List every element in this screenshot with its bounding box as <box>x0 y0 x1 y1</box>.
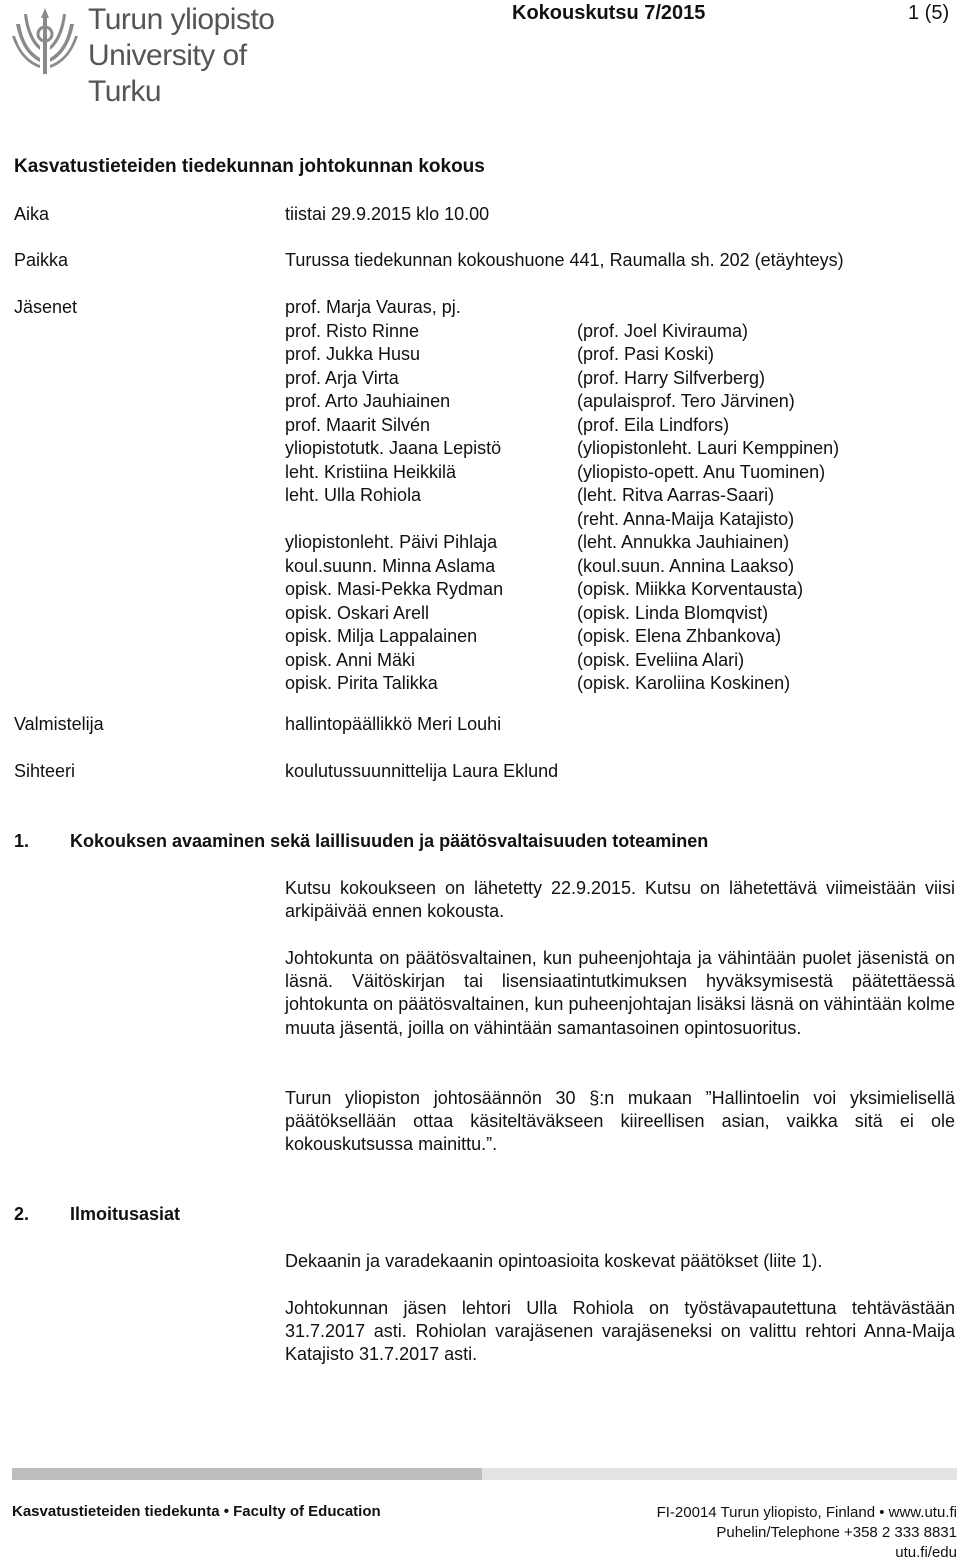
valmistelija-value: hallintopäällikkö Meri Louhi <box>285 714 502 734</box>
member-name: opisk. Oskari Arell <box>285 602 430 623</box>
page-number: 1 (5) <box>908 2 950 24</box>
footer-faculty: Kasvatustieteiden tiedekunta • Faculty of Education <box>12 1503 381 1520</box>
paikka-value: Turussa tiedekunnan kokoushuone 441, Raumalla sh. 202 (etäyhteys) <box>285 250 844 270</box>
member-row <box>0 343 960 367</box>
member-row <box>0 320 960 344</box>
deputy-name: (reht. Anna-Maija Katajisto) <box>577 508 795 529</box>
valmistelija-label: Valmistelija <box>14 714 104 734</box>
deputy-name: (yliopistonleht. Lauri Kemppinen) <box>577 438 840 458</box>
member-row <box>0 602 960 626</box>
member-name: koul.suunn. Minna Aslama <box>285 555 496 576</box>
sihteeri-label: Sihteeri <box>14 761 76 781</box>
document-title: Kokouskutsu 7/2015 <box>512 2 706 24</box>
section-1-number: 1. <box>14 831 30 851</box>
deputy-name: (opisk. Eveliina Alari) <box>577 649 745 670</box>
member-row <box>0 461 960 485</box>
member-row <box>0 531 960 555</box>
footer-contact <box>657 1503 957 1563</box>
member-name: prof. Arto Jauhiainen <box>285 391 451 411</box>
meeting-title: Kasvatustieteiden tiedekunnan johtokunnan kokous <box>14 156 485 177</box>
aika-value: tiistai 29.9.2015 klo 10.00 <box>285 204 490 224</box>
member-row <box>0 437 960 461</box>
member-row <box>0 649 960 673</box>
section-2-title: Ilmoitusasiat <box>70 1204 181 1224</box>
section-1-paragraph-2: Johtokunta on päätösvaltainen, kun puheenjohtaja ja vähintään puolet jäsenistä on läsnä. Väitöskirjan tai lisensiaatintutkimuksen hyväksymisestä päätettäessä johtokunta on päätösvaltainen, kun puheenjohtajan lisäksi läsnä on vähintään kolme muuta jäsentä, joilla on vähintään samantasoinen opintosuoritus. <box>285 948 955 1038</box>
logo-wordmark <box>88 2 300 110</box>
member-row <box>0 578 960 602</box>
section-1-title: Kokouksen avaaminen sekä laillisuuden ja päätösvaltaisuuden toteaminen <box>70 831 709 851</box>
member-row <box>0 390 960 414</box>
sihteeri-value: koulutussuunnittelija Laura Eklund <box>285 761 559 781</box>
member-name: opisk. Masi-Pekka Rydman <box>285 579 504 599</box>
deputy-name: (yliopisto-opett. Anu Tuominen) <box>577 461 826 482</box>
member-name: prof. Marja Vauras, pj. <box>285 297 461 317</box>
member-row <box>0 414 960 438</box>
deputy-name: (opisk. Elena Zhbankova) <box>577 626 782 646</box>
deputy-name: (opisk. Karoliina Koskinen) <box>577 673 791 693</box>
member-name: prof. Jukka Husu <box>285 344 421 364</box>
member-name: yliopistotutk. Jaana Lepistö <box>285 438 502 458</box>
member-name: opisk. Pirita Talikka <box>285 673 438 693</box>
member-name: prof. Risto Rinne <box>285 320 420 341</box>
member-row <box>0 625 960 649</box>
member-name: prof. Maarit Silvén <box>285 414 431 435</box>
university-seal-icon <box>10 4 80 80</box>
logo-line-1: Turun yliopisto <box>88 3 275 36</box>
deputy-name: (leht. Ritva Aarras-Saari) <box>577 485 775 505</box>
deputy-name: (prof. Harry Silfverberg) <box>577 367 766 388</box>
member-row <box>0 484 960 508</box>
footer-phone: Puhelin/Telephone +358 2 333 8831 <box>716 1524 957 1541</box>
section-2-paragraph-2: Johtokunnan jäsen lehtori Ulla Rohiola on työstävapautettuna tehtävästään 31.7.2017 asti. Rohiolan varajäsenen varajäseneksi on valittu rehtori Anna-Maija Katajisto 31.7.2017 asti. <box>285 1298 955 1365</box>
deputy-name: (prof. Eila Lindfors) <box>577 414 730 435</box>
university-logo <box>10 2 300 108</box>
section-2-number: 2. <box>14 1204 30 1224</box>
member-row <box>0 555 960 579</box>
member-name: opisk. Milja Lappalainen <box>285 626 478 646</box>
footer-web: utu.fi/edu <box>895 1544 957 1561</box>
deputy-name: (apulaisprof. Tero Järvinen) <box>577 391 795 411</box>
deputy-name: (leht. Annukka Jauhiainen) <box>577 532 790 552</box>
member-row <box>0 367 960 391</box>
member-row <box>0 296 960 320</box>
deputy-name: (koul.suun. Annina Laakso) <box>577 555 795 576</box>
footer-address: FI-20014 Turun yliopisto, Finland • www.utu.fi <box>656 1504 957 1521</box>
section-2-paragraph-1: Dekaanin ja varadekaanin opintoasioita koskevat päätökset (liite 1). <box>285 1251 823 1271</box>
member-name: leht. Kristiina Heikkilä <box>285 461 457 482</box>
deputy-name: (opisk. Linda Blomqvist) <box>577 602 769 623</box>
paikka-label: Paikka <box>14 250 69 270</box>
jasenet-label: Jäsenet <box>14 297 78 317</box>
member-name: opisk. Anni Mäki <box>285 649 416 670</box>
aika-label: Aika <box>14 204 50 224</box>
member-row <box>0 508 960 532</box>
section-1-paragraph-3: Turun yliopiston johtosäännön 30 §:n mukaan ”Hallintoelin voi yksimielisellä päätöksellään ottaa käsiteltäväkseen kiireellisen asian, vaikka sitä ei ole kokouskutsussa mainittu.”. <box>285 1088 955 1155</box>
deputy-name: (prof. Joel Kivirauma) <box>577 320 749 341</box>
member-row <box>0 672 960 696</box>
member-name: yliopistonleht. Päivi Pihlaja <box>285 532 498 552</box>
section-1-paragraph-1: Kutsu kokoukseen on lähetetty 22.9.2015. Kutsu on lähetettävä viimeistään viisi arkipäivää ennen kokousta. <box>285 878 955 922</box>
deputy-name: (prof. Pasi Koski) <box>577 344 715 364</box>
member-name: prof. Arja Virta <box>285 367 399 388</box>
member-name: leht. Ulla Rohiola <box>285 485 422 505</box>
deputy-name: (opisk. Miikka Korventausta) <box>577 579 804 599</box>
members-list <box>0 296 960 696</box>
logo-line-2: University of Turku <box>88 39 247 108</box>
footer-divider <box>12 1468 957 1480</box>
